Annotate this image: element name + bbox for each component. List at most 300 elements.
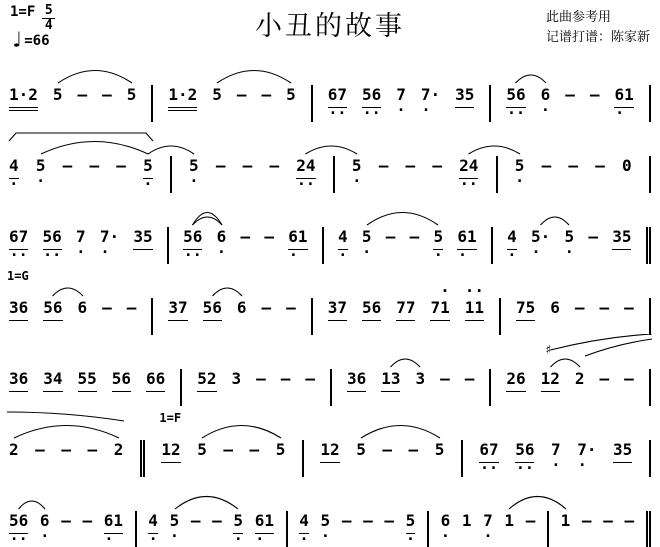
note bbox=[507, 214, 517, 264]
octave-dots-above bbox=[202, 356, 212, 369]
note-digits: 61 bbox=[457, 227, 477, 246]
note-digits: 34 bbox=[43, 369, 63, 388]
octave-dots-below: · bbox=[577, 456, 596, 474]
octave-dots-above bbox=[61, 427, 71, 440]
octave-dots-above bbox=[367, 72, 377, 85]
note-digits: 5 bbox=[356, 440, 366, 459]
note bbox=[577, 427, 597, 474]
note-digits: 77 bbox=[396, 298, 416, 317]
octave-dots-above bbox=[305, 356, 315, 369]
octave-dots-above bbox=[102, 285, 112, 298]
note-digits: 35 bbox=[133, 227, 153, 246]
duration-dash bbox=[61, 498, 71, 531]
octave-dots-above bbox=[384, 498, 394, 511]
beam-underline bbox=[43, 320, 62, 321]
octave-dots-above bbox=[588, 214, 598, 227]
octave-dots-above bbox=[603, 498, 613, 511]
octave-dots-below: · bbox=[148, 530, 158, 547]
note-digits: 2 bbox=[574, 369, 585, 388]
octave-dots-above bbox=[286, 285, 296, 298]
remark-line: 此曲参考用 bbox=[545, 9, 611, 24]
octave-dots-below: · bbox=[288, 246, 307, 264]
duration-dash bbox=[432, 143, 442, 176]
note-digits: 5 bbox=[35, 156, 46, 175]
octave-dots-above bbox=[217, 214, 227, 227]
octave-dots-above bbox=[76, 214, 86, 227]
octave-dots-above bbox=[47, 214, 57, 227]
note bbox=[435, 427, 445, 460]
octave-dots-above bbox=[599, 356, 609, 369]
note-digits: 5 bbox=[286, 85, 296, 104]
duration-dash bbox=[262, 72, 272, 105]
octave-dots-above bbox=[212, 72, 222, 85]
octave-dots-above bbox=[386, 356, 396, 369]
octave-dots-above bbox=[9, 427, 19, 440]
octave-dots-above bbox=[441, 498, 451, 511]
note-digits: 67 bbox=[9, 227, 29, 246]
duration-dash bbox=[410, 214, 420, 247]
octave-dots-below: ·· bbox=[296, 175, 315, 193]
note-digits: – bbox=[385, 227, 396, 246]
note bbox=[168, 72, 197, 111]
note-digits: 5 bbox=[212, 85, 222, 104]
octave-dots-above bbox=[223, 427, 233, 440]
note bbox=[254, 498, 274, 547]
beam-underline bbox=[506, 391, 525, 392]
barline bbox=[170, 156, 172, 193]
barline bbox=[180, 369, 182, 406]
note bbox=[78, 356, 97, 392]
note bbox=[212, 72, 222, 105]
note-digits: 67 bbox=[479, 440, 499, 459]
octave-dots-above bbox=[409, 427, 419, 440]
octave-dots-below: · bbox=[9, 175, 19, 193]
note bbox=[530, 214, 551, 261]
octave-dots-above bbox=[14, 356, 24, 369]
note-digits: 56 bbox=[43, 298, 63, 317]
note bbox=[575, 356, 585, 389]
note bbox=[197, 427, 207, 460]
beam-underline bbox=[161, 462, 180, 463]
octave-dots-above bbox=[231, 356, 241, 369]
note bbox=[78, 285, 88, 318]
note-digits: 5 bbox=[405, 511, 416, 530]
barline bbox=[649, 369, 651, 406]
note-digits: 5 bbox=[143, 156, 153, 175]
note bbox=[613, 427, 632, 463]
octave-dots-above bbox=[9, 143, 19, 156]
barline bbox=[496, 156, 498, 193]
barline bbox=[547, 511, 549, 547]
note bbox=[114, 427, 124, 460]
duration-dash bbox=[575, 285, 585, 318]
duration-dash bbox=[243, 143, 253, 176]
octave-dots-above bbox=[256, 356, 266, 369]
note-digits: – bbox=[541, 156, 552, 175]
octave-dots-above bbox=[590, 72, 600, 85]
octave-dots-below: · bbox=[169, 527, 179, 545]
note-digits: 5 bbox=[351, 156, 362, 175]
octave-dots-above bbox=[127, 72, 137, 85]
barline bbox=[333, 156, 335, 193]
octave-dots-below: · bbox=[338, 246, 348, 264]
note bbox=[540, 72, 551, 119]
note-digits: 5 bbox=[361, 227, 372, 246]
note-digits: 5 bbox=[320, 511, 331, 530]
octave-dots-above bbox=[237, 285, 247, 298]
note-digits: 5 bbox=[126, 85, 137, 104]
note-digits: – bbox=[565, 85, 575, 104]
note-digits: 1 bbox=[504, 511, 515, 530]
note bbox=[9, 427, 19, 460]
duration-dash bbox=[116, 143, 126, 176]
octave-dots-above bbox=[382, 427, 392, 440]
duration-dash bbox=[240, 214, 250, 247]
octave-dots-above bbox=[14, 498, 24, 511]
note bbox=[237, 285, 247, 318]
octave-dots-above bbox=[89, 143, 99, 156]
note-digits: – bbox=[595, 156, 605, 175]
note-digits: 7 bbox=[76, 227, 86, 246]
octave-dots-above bbox=[105, 214, 115, 227]
octave-dots-below: · bbox=[143, 175, 153, 193]
note-digits: 6 bbox=[77, 298, 88, 317]
note-digits: 37 bbox=[168, 298, 188, 317]
note-digits: – bbox=[126, 298, 137, 317]
note-digits: 5 bbox=[564, 227, 575, 246]
duration-dash bbox=[342, 498, 352, 531]
barline bbox=[489, 369, 491, 406]
note-digits: 2 bbox=[9, 440, 19, 459]
note bbox=[197, 356, 216, 392]
octave-dots-above bbox=[233, 498, 243, 511]
octave-dots-below: · bbox=[483, 527, 493, 545]
note-digits: 35 bbox=[612, 227, 632, 246]
note-digits: 35 bbox=[455, 85, 475, 104]
note bbox=[506, 356, 525, 392]
note-digits: – bbox=[440, 369, 450, 388]
note bbox=[483, 498, 493, 545]
octave-dots-above bbox=[624, 356, 634, 369]
note-digits: – bbox=[464, 369, 475, 388]
note-digits: 12 bbox=[540, 369, 560, 388]
octave-dots-below: · bbox=[531, 243, 550, 261]
octave-dots-above bbox=[511, 356, 521, 369]
score-line bbox=[6, 50, 654, 121]
note bbox=[381, 356, 400, 392]
beam-underline bbox=[168, 110, 197, 111]
duration-dash bbox=[603, 498, 613, 531]
note-digits: – bbox=[305, 369, 315, 388]
octave-dots-below: · bbox=[396, 101, 406, 119]
octave-dots-above bbox=[386, 214, 396, 227]
beam-underline bbox=[197, 391, 216, 392]
note-digits: 1·2 bbox=[9, 85, 38, 104]
duration-dash bbox=[127, 285, 137, 318]
barline bbox=[330, 369, 332, 406]
octave-dots-above bbox=[338, 214, 348, 227]
note-digits: – bbox=[280, 369, 291, 388]
octave-dots-above bbox=[102, 72, 112, 85]
note bbox=[337, 214, 348, 264]
octave-dots-above bbox=[212, 498, 222, 511]
note-digits: – bbox=[432, 156, 442, 175]
note-digits: – bbox=[286, 298, 296, 317]
duration-dash bbox=[78, 72, 88, 105]
note bbox=[168, 285, 187, 321]
note bbox=[127, 72, 137, 105]
duration-dash bbox=[216, 143, 226, 176]
octave-dots-above bbox=[619, 72, 629, 85]
note bbox=[328, 285, 347, 321]
note-digits: – bbox=[116, 156, 126, 175]
note-digits: 56 bbox=[42, 227, 62, 246]
octave-dots-below: · bbox=[40, 527, 50, 545]
time-denominator: 4 bbox=[44, 18, 53, 33]
beam-underline bbox=[9, 320, 28, 321]
octave-dots-above bbox=[138, 214, 148, 227]
note bbox=[189, 143, 199, 190]
note-digits: – bbox=[61, 511, 71, 530]
note-digits: – bbox=[363, 511, 373, 530]
note-digits: 3 bbox=[415, 369, 426, 388]
note bbox=[42, 214, 62, 264]
note-digits: – bbox=[574, 298, 585, 317]
beam-underline bbox=[430, 320, 449, 321]
note-digits: – bbox=[624, 369, 634, 388]
octave-dots-above bbox=[53, 72, 63, 85]
octave-dots-below: · bbox=[233, 530, 243, 547]
octave-dots-above bbox=[109, 498, 119, 511]
octave-dots-above bbox=[127, 285, 137, 298]
page-title: 小丑的故事 bbox=[255, 11, 405, 41]
octave-dots-below: ·· bbox=[328, 104, 347, 122]
note-digits: – bbox=[212, 511, 222, 530]
note-digits: – bbox=[264, 227, 274, 246]
remarks-block bbox=[546, 7, 650, 47]
barline bbox=[322, 227, 324, 264]
octave-dots-above bbox=[551, 427, 561, 440]
duration-dash bbox=[386, 214, 396, 247]
beam-underline bbox=[455, 107, 474, 108]
octave-dots-above bbox=[462, 214, 472, 227]
octave-dots-above bbox=[541, 72, 551, 85]
beam-underline bbox=[396, 320, 415, 321]
barline bbox=[649, 85, 651, 122]
octave-dots-above bbox=[582, 427, 592, 440]
octave-dots-above bbox=[117, 356, 127, 369]
beam-underline bbox=[381, 391, 400, 392]
octave-dots-above bbox=[542, 143, 552, 156]
score bbox=[6, 50, 654, 547]
duration-dash bbox=[624, 356, 634, 389]
octave-dots-above bbox=[293, 214, 303, 227]
octave-dots-below: · bbox=[564, 243, 574, 261]
note-digits: – bbox=[77, 85, 88, 104]
duration-dash bbox=[223, 427, 233, 460]
octave-dots-above bbox=[88, 427, 98, 440]
note bbox=[614, 72, 634, 122]
note-digits: 4 bbox=[337, 227, 348, 246]
octave-dots-above bbox=[595, 143, 605, 156]
octave-dots-above bbox=[396, 72, 406, 85]
octave-dots-above bbox=[582, 498, 592, 511]
octave-dots-above bbox=[363, 498, 373, 511]
octave-dots-below: · bbox=[104, 530, 123, 547]
octave-dots-above bbox=[78, 72, 88, 85]
note bbox=[457, 214, 477, 264]
note-digits: – bbox=[405, 156, 416, 175]
note-digits: – bbox=[87, 440, 98, 459]
duration-dash bbox=[102, 72, 112, 105]
beam-underline bbox=[43, 391, 62, 392]
octave-dots-above bbox=[260, 498, 270, 511]
note-digits: – bbox=[589, 85, 600, 104]
duration-dash bbox=[63, 143, 73, 176]
note bbox=[362, 285, 381, 321]
octave-dots-above bbox=[170, 498, 180, 511]
note bbox=[351, 143, 362, 190]
octave-dots-above bbox=[173, 285, 183, 298]
note bbox=[169, 498, 180, 545]
duration-dash bbox=[382, 427, 392, 460]
note-digits: 5 bbox=[197, 440, 207, 459]
beam-underline bbox=[168, 320, 187, 321]
octave-dots-above bbox=[48, 356, 58, 369]
note-digits: 24 bbox=[296, 156, 316, 175]
note-digits: 7· bbox=[577, 440, 597, 459]
note-digits: – bbox=[102, 85, 112, 104]
octave-dots-below: · bbox=[299, 530, 309, 547]
octave-dots-above bbox=[401, 285, 411, 298]
octave-dots-below: · bbox=[507, 246, 517, 264]
note bbox=[231, 356, 241, 389]
note-digits: 7· bbox=[99, 227, 120, 246]
duration-dash bbox=[590, 72, 600, 105]
note-digits: 56 bbox=[111, 369, 132, 388]
octave-dots-above bbox=[352, 356, 362, 369]
octave-dots-above bbox=[426, 72, 436, 85]
note bbox=[430, 281, 450, 321]
octave-dots-above bbox=[14, 285, 24, 298]
note bbox=[76, 214, 86, 261]
duration-dash bbox=[212, 498, 222, 531]
note-digits: – bbox=[341, 511, 352, 530]
score-line bbox=[6, 476, 654, 547]
note bbox=[103, 498, 124, 547]
note-digits: 56 bbox=[183, 227, 203, 246]
octave-dots-below: ·· bbox=[480, 459, 499, 477]
octave-dots-above bbox=[237, 72, 247, 85]
note-digits: 67 bbox=[327, 85, 348, 104]
note-digits: 7· bbox=[420, 85, 441, 104]
octave-dots-above bbox=[262, 72, 272, 85]
duration-dash bbox=[269, 143, 279, 176]
note-digits: 6 bbox=[39, 511, 50, 530]
score-line bbox=[6, 121, 654, 192]
octave-dots-above bbox=[188, 214, 198, 227]
octave-dots-above bbox=[286, 72, 296, 85]
note bbox=[99, 214, 120, 261]
note-digits: 66 bbox=[146, 369, 166, 388]
octave-dots-above bbox=[464, 143, 474, 156]
octave-dots-below: ·· bbox=[43, 246, 62, 264]
note bbox=[327, 72, 348, 122]
note bbox=[622, 143, 632, 176]
note-digits: 61 bbox=[614, 85, 634, 104]
note-digits: 6 bbox=[550, 298, 560, 317]
note-digits: 6 bbox=[540, 85, 551, 104]
octave-dots-above bbox=[515, 143, 525, 156]
note-digits: 5 bbox=[433, 227, 444, 246]
octave-dots-above bbox=[415, 356, 425, 369]
beam-underline bbox=[465, 320, 484, 321]
note bbox=[133, 214, 152, 250]
duration-dash bbox=[568, 143, 578, 176]
octave-dots-above bbox=[462, 498, 472, 511]
duration-dash bbox=[281, 356, 291, 389]
duration-dash bbox=[440, 356, 450, 389]
octave-dots-above bbox=[526, 498, 536, 511]
note-digits: 12 bbox=[320, 440, 340, 459]
beam-underline bbox=[347, 391, 366, 392]
octave-dots-below: · bbox=[421, 101, 440, 119]
barline bbox=[151, 85, 153, 122]
octave-dots-above bbox=[299, 498, 309, 511]
octave-dots-above bbox=[575, 356, 585, 369]
note-digits: 13 bbox=[381, 369, 401, 388]
octave-dots-above bbox=[352, 143, 362, 156]
note-digits: – bbox=[603, 511, 613, 530]
note-digits: – bbox=[568, 156, 579, 175]
note bbox=[112, 356, 131, 392]
octave-dots-above bbox=[281, 356, 291, 369]
note bbox=[415, 356, 425, 389]
note-digits: – bbox=[261, 85, 272, 104]
note bbox=[516, 285, 535, 321]
note bbox=[43, 285, 62, 321]
octave-dots-above bbox=[432, 143, 442, 156]
duration-dash bbox=[465, 356, 475, 389]
note bbox=[420, 72, 441, 119]
note-digits: – bbox=[61, 440, 71, 459]
barline bbox=[286, 511, 288, 547]
note-digits: 61 bbox=[103, 511, 124, 530]
note bbox=[35, 143, 46, 190]
octave-dots-above bbox=[599, 285, 609, 298]
octave-dots-above: · bbox=[430, 281, 450, 300]
octave-dots-above bbox=[568, 143, 578, 156]
note-digits: 26 bbox=[506, 369, 526, 388]
octave-dots-above bbox=[148, 498, 158, 511]
note bbox=[9, 498, 29, 547]
barline bbox=[311, 85, 313, 122]
octave-dots-above bbox=[82, 356, 92, 369]
score-line bbox=[6, 334, 654, 405]
octave-dots-above bbox=[433, 214, 443, 227]
note-digits: 56 bbox=[362, 85, 382, 104]
octave-dots-above bbox=[536, 214, 546, 227]
beam-underline bbox=[146, 391, 165, 392]
note-digits: – bbox=[102, 298, 112, 317]
barline bbox=[151, 298, 153, 335]
octave-dots-above bbox=[483, 498, 493, 511]
note-digits: – bbox=[599, 298, 610, 317]
note-digits: – bbox=[409, 227, 420, 246]
note-digits: 12 bbox=[161, 440, 181, 459]
slur-arcs bbox=[6, 121, 654, 192]
note bbox=[504, 498, 514, 531]
